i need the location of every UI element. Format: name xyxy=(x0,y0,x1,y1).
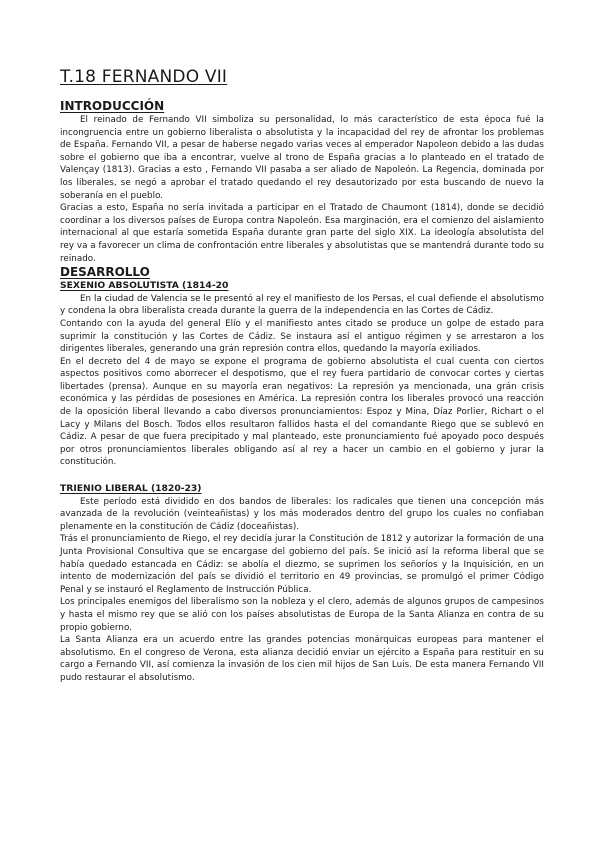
subsection-heading-sexenio: SEXENIO ABSOLUTISTA (1814-20 xyxy=(60,280,229,292)
paragraph: En el decreto del 4 de mayo se expone el programa de gobierno absolutista el cual cuenta con ciertos aspectos positivos como aborrecer el despotismo, que el rey fuera partidario de convocar cortes y ciertas libertades (prensa). Aunque en su mayoría eran negativos: La represión ya mencionada, una grán crisis económica y las pérdidas de posesiones en América. La represión contra los liberales provocó una reacción de la oposición liberal llevando a cabo diversos pronunciamientos: Espoz y Mina, Díaz Porlier, Richart o el Lacy y Milans del Bosch. Todos ellos resultaron fallidos hasta el del comandante Riego que se sublevó en Cádiz. A pesar de que fuera precipitado y mal planteado, este pronunciamiento fué apoyado poco después por otros pronunciamientos liberales obligando así al rey a hacer un cambio en el gobierno y jurar la constitución. xyxy=(60,356,544,468)
section-heading-desarrollo: DESARROLLO xyxy=(60,265,150,280)
paragraph: Los principales enemigos del liberalismo son la nobleza y el clero, además de algunos grupos de campesinos y hasta el mismo rey que se alió con los países absolutistas de Europa de la Santa Alianza en contra de su propio gobierno. xyxy=(60,597,544,633)
document-title: T.18 FERNANDO VII xyxy=(60,67,228,87)
section-heading-introduccion: INTRODUCCIÓN xyxy=(60,99,165,113)
subsection-heading-trienio: TRIENIO LIBERAL (1820-23) xyxy=(60,483,202,495)
paragraph: En la ciudad de Valencia se le presentó al rey el manifiesto de los Persas, el cual defiende el absolutismo y condena la obra liberalista creada durante la guerra de la independencia en las Cortes de Cádiz. xyxy=(60,293,544,317)
paragraph: Contando con la ayuda del general Elío y el manifiesto antes citado se produce un golpe de estado para suprimir la constitución y las Cortes de Cádiz. Se instaura así el antiguo régimen y se arrestaron a los dirigentes liberales, generando una grán represión contra ellos, quedando la mayoría exiliados. xyxy=(60,318,544,355)
paragraph: El reinado de Fernando VII simboliza su personalidad, lo más característico de esta época fué la incongruencia entre un gobierno liberalista o absolutista y la incapacidad del rey de afrontar los problemas de España. Fernando VII, a pesar de haberse negado varias veces al emperador Napoleon debido a las dudas sobre el gobierno que iba a encontrar, vuelve al trono de España gracias a lo planteado en el tratado de Valençay (1813). Gracias a esto , Fernando VII pasaba a ser aliado de Napoleón. La Regencia, dominada por los liberales, se negó a aprobar el tratado quedando el rey desautorizado por esta buscando de nuevo la soberanía en el pueblo. xyxy=(60,115,544,201)
paragraph: La Santa Alianza era un acuerdo entre las grandes potencias monárquicas europeas para mantener el absolutismo. En el congreso de Verona, esta alianza decidió enviar un ejército a España para restituir en su cargo a Fernando VII, así comienza la invasión de los cien mil hijos de San Luis. De esta manera Fernando VII pudo restaurar el absolutismo. xyxy=(60,635,544,683)
paragraph: Gracias a esto, España no sería invitada a participar en el Tratado de Chaumont (1814), donde se decidió coordinar a los diversos países de Europa contra Napoleón. Esa marginación, era el comienzo del aislamiento internacional al que estaría sometida España durante gran parte del siglo XIX. La ideología absolutista del rey va a favorecer un clima de confrontación entre liberales y absolutistas que se mantendrá durante todo su reinado. xyxy=(60,203,544,264)
paragraph: Trás el pronunciamiento de Riego, el rey decidía jurar la Constitución de 1812 y autorizar la formación de una Junta Provisional Consultiva que se encargase del gobierno del país. Se inició así la reforma liberal que se había quedado estancada en Cádiz: se abolía el diezmo, se suprimen los señoríos y la Inquisición, en un intento de modernización del país se dividió el territorio en 49 provincias, se promulgó el primer Código Penal y se instauró el Reglamento de Instrucción Pública. xyxy=(60,534,544,595)
document-body xyxy=(60,66,544,685)
paragraph: Este período está dividido en dos bandos de liberales: los radicales que tienen una concepción más avanzada de la revolución (veinteañistas) y los más moderados dentro del grupo los cuales no confiaban plenamente en la constitución de Cádiz (doceañistas). xyxy=(60,496,544,532)
